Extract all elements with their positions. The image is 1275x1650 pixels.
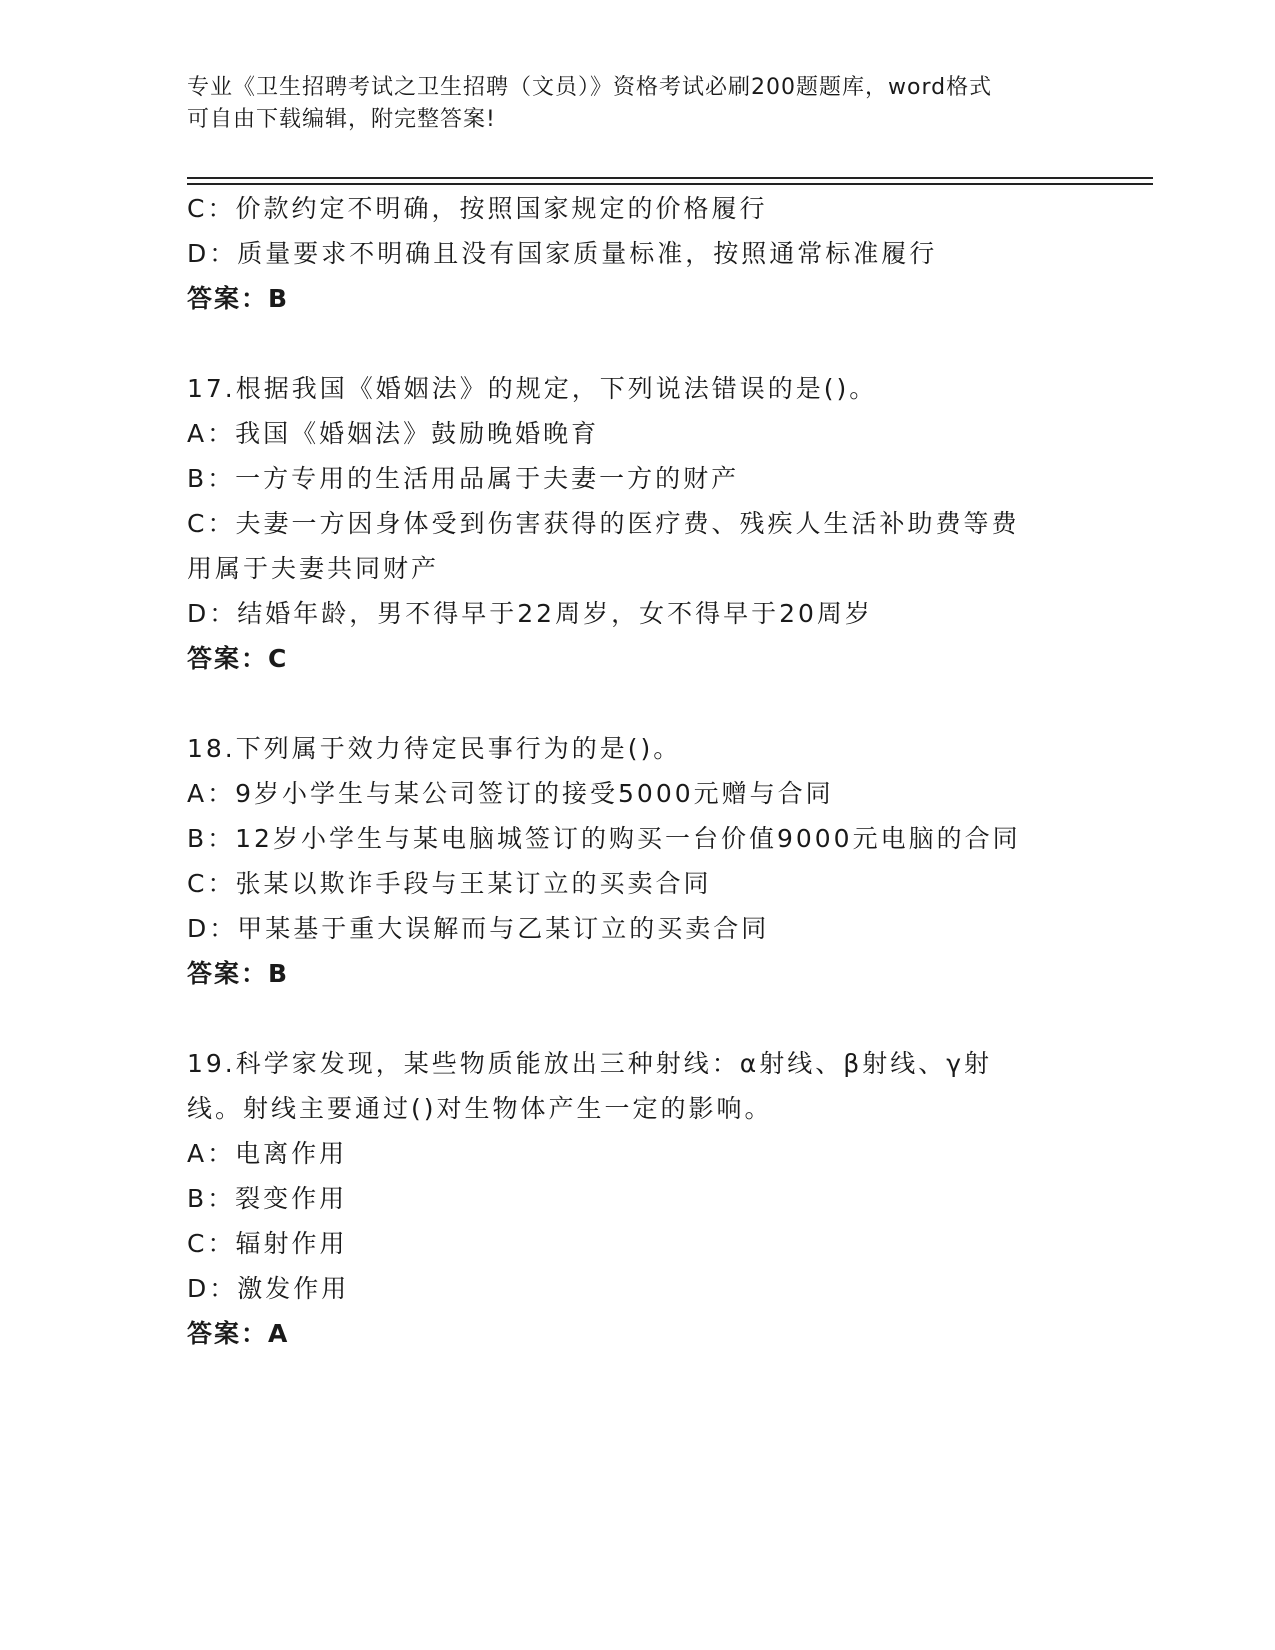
header-divider-top (187, 177, 1153, 179)
option-c: C：辐射作用 (187, 1229, 348, 1258)
question-17 (187, 366, 1087, 681)
option-d: D：结婚年龄，男不得早于22周岁，女不得早于20周岁 (187, 599, 873, 628)
question-stem: 19.科学家发现，某些物质能放出三种射线：α射线、β射线、γ射线。射线主要通过()对生物体产生一定的影响。 (187, 1049, 992, 1123)
option-a: A：我国《婚姻法》鼓励晚婚晚育 (187, 419, 600, 448)
document-body (187, 186, 1087, 1356)
answer-line: 答案：A (187, 1319, 290, 1348)
header-line-2: 可自由下载编辑，附完整答案! (187, 107, 496, 132)
option-d: D：甲某基于重大误解而与乙某订立的买卖合同 (187, 914, 770, 943)
answer-line: 答案：C (187, 644, 289, 673)
header-line-1: 专业《卫生招聘考试之卫生招聘（文员）》资格考试必刷200题题库，word格式 (187, 75, 993, 100)
option-b: B：12岁小学生与某电脑城签订的购买一台价值9000元电脑的合同 (187, 824, 1021, 853)
option-b: B：裂变作用 (187, 1184, 348, 1213)
answer-line: 答案：B (187, 284, 290, 313)
option-c: C：夫妻一方因身体受到伤害获得的医疗费、残疾人生活补助费等费用属于夫妻共同财产 (187, 509, 1020, 583)
question-19 (187, 1041, 1087, 1356)
question-stem: 18.下列属于效力待定民事行为的是()。 (187, 734, 682, 763)
continued-question (187, 186, 1087, 321)
question-stem: 17.根据我国《婚姻法》的规定，下列说法错误的是()。 (187, 374, 878, 403)
option-d: D：激发作用 (187, 1274, 350, 1303)
answer-line: 答案：B (187, 959, 290, 988)
header-divider-bottom (187, 183, 1153, 185)
option-c: C：价款约定不明确，按照国家规定的价格履行 (187, 194, 768, 223)
option-d: D：质量要求不明确且没有国家质量标准，按照通常标准履行 (187, 239, 938, 268)
option-a: A：9岁小学生与某公司签订的接受5000元赠与合同 (187, 779, 834, 808)
option-b: B：一方专用的生活用品属于夫妻一方的财产 (187, 464, 740, 493)
option-c: C：张某以欺诈手段与王某订立的买卖合同 (187, 869, 712, 898)
option-a: A：电离作用 (187, 1139, 348, 1168)
document-header (187, 72, 1067, 136)
question-18 (187, 726, 1087, 996)
